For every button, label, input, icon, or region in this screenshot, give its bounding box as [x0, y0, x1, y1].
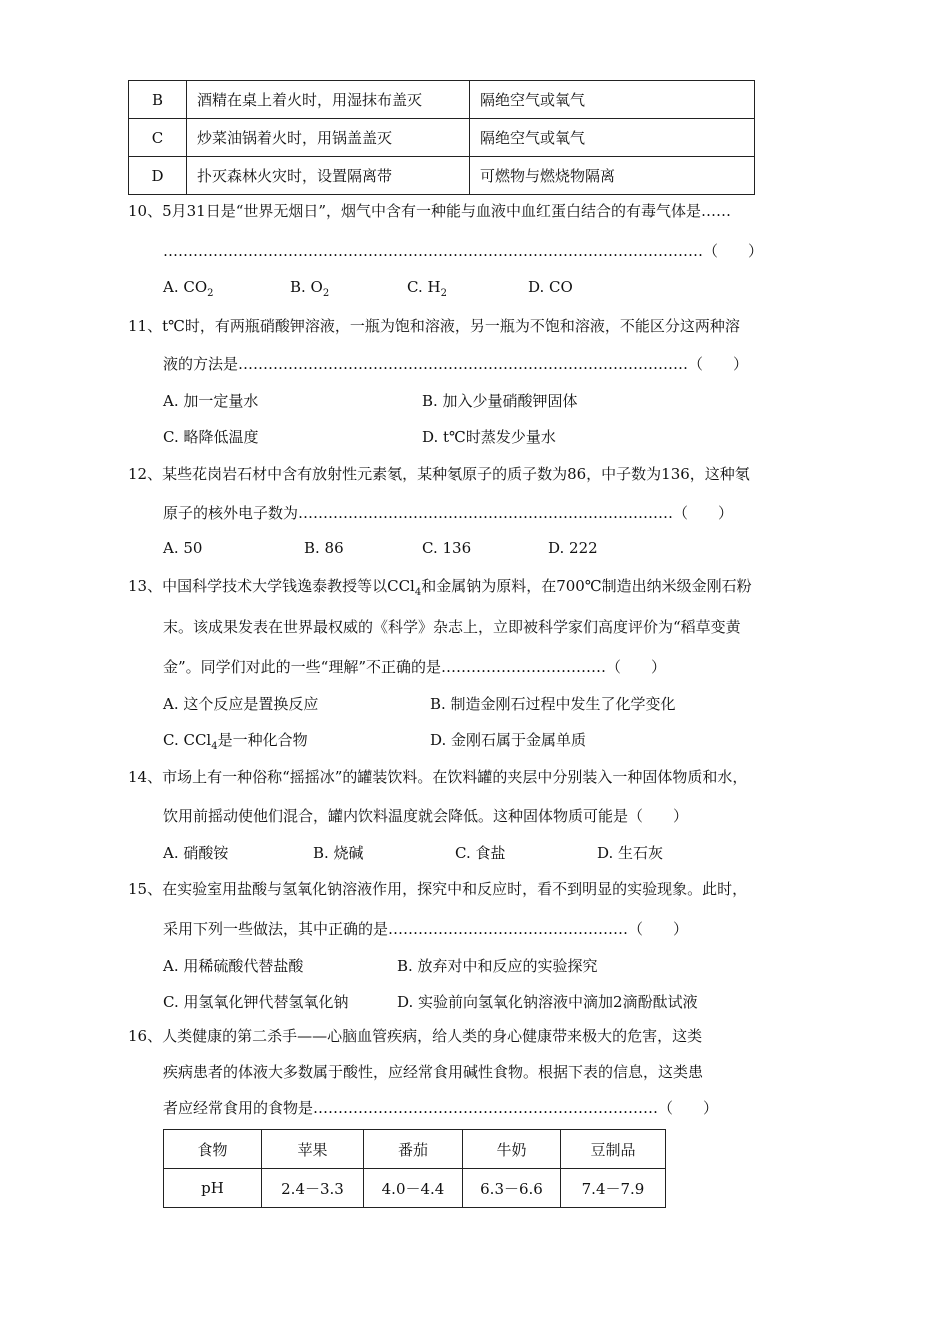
- q10-option-c: [407, 278, 447, 299]
- q10-stem-line1: 10、5月31日是“世界无烟日”，烟气中含有一种能与血液中血红蛋白结合的有毒气体是……: [128, 202, 732, 220]
- q11-stem-line1: 11、t℃时，有两瓶硝酸钾溶液，一瓶为饱和溶液，另一瓶为不饱和溶液，不能区分这两种溶: [128, 317, 740, 335]
- q16-stem-line3: 者应经常食用的食物是……………………………………………………………（ ）: [163, 1099, 719, 1117]
- q11-stem-line2: 液的方法是………………………………………………………………………………（ ）: [163, 355, 749, 373]
- row-label: D: [129, 157, 187, 195]
- q15-stem-line1: 15、在实验室用盐酸与氢氧化钠溶液作用，探究中和反应时，看不到明显的实验现象。此时，: [128, 880, 748, 898]
- table-header-row: [164, 1130, 666, 1169]
- q13-option-c: [163, 729, 308, 752]
- subscript: 4: [414, 587, 422, 598]
- fire-methods-table: [128, 80, 755, 195]
- subscript: 2: [207, 288, 214, 299]
- q11-option-a: A. 加一定量水: [163, 392, 259, 410]
- q12-stem-line2: 原子的核外电子数为…………………………………………………………………（ ）: [163, 504, 734, 522]
- row-action: 扑灭森林火灾时，设置隔离带: [187, 157, 470, 195]
- option-text: A. CO: [163, 278, 208, 296]
- q16-stem-line2: 疾病患者的体液大多数属于酸性，应经常食用碱性食物。根据下表的信息，这类患: [163, 1063, 704, 1081]
- q14-option-b: B. 烧碱: [313, 844, 364, 862]
- q10-option-b: [290, 278, 329, 299]
- table-cell: 4.0－4.4: [364, 1169, 463, 1208]
- q11-option-c: C. 略降低温度: [163, 428, 259, 446]
- table-header-cell: 番茄: [364, 1130, 463, 1169]
- subscript: 2: [440, 288, 447, 299]
- stem-text: 和金属钠为原料，在700℃制造出纳米级金刚石粉: [421, 577, 752, 595]
- table-cell: 6.3－6.6: [463, 1169, 561, 1208]
- q14-option-c: C. 食盐: [455, 844, 506, 862]
- subscript: 2: [322, 288, 330, 299]
- q14-stem-line1: 14、市场上有一种俗称“摇摇冰”的罐装饮料。在饮料罐的夹层中分别装入一种固体物质和水，: [128, 768, 748, 786]
- q13-stem-line1: [128, 575, 752, 598]
- stem-text: 13、中国科学技术大学钱逸泰教授等以CCl: [128, 577, 415, 595]
- q10-stem-line2: ………………………………………………………………………………………………（ ）: [163, 242, 764, 260]
- table-header-cell: 食物: [164, 1130, 262, 1169]
- q11-option-d: D. t℃时蒸发少量水: [422, 428, 556, 446]
- q15-option-c: C. 用氢氧化钾代替氢氧化钠: [163, 993, 349, 1011]
- q13-option-d: D. 金刚石属于金属单质: [430, 731, 587, 749]
- row-label: B: [129, 81, 187, 119]
- row-principle: 隔绝空气或氧气: [470, 119, 755, 157]
- q13-option-b: B. 制造金刚石过程中发生了化学变化: [430, 695, 676, 713]
- option-text: C. H: [407, 278, 441, 296]
- row-label: C: [129, 119, 187, 157]
- q11-option-b: B. 加入少量硝酸钾固体: [422, 392, 578, 410]
- table-row: [129, 119, 755, 157]
- table-cell: 2.4－3.3: [262, 1169, 364, 1208]
- table-cell: pH: [164, 1169, 262, 1208]
- q14-option-d: D. 生石灰: [597, 844, 664, 862]
- table-row: [129, 157, 755, 195]
- option-text: 是一种化合物: [217, 731, 308, 749]
- q10-option-d: D. CO: [528, 278, 573, 296]
- food-ph-table: [163, 1129, 666, 1208]
- q12-option-d: D. 222: [548, 539, 598, 557]
- table-row: [164, 1169, 666, 1208]
- q13-stem-line3: 金”。同学们对此的一些“理解”不正确的是……………………………（ ）: [163, 658, 667, 676]
- q12-option-b: B. 86: [304, 539, 344, 557]
- table-header-cell: 牛奶: [463, 1130, 561, 1169]
- q14-stem-line2: 饮用前摇动使他们混合，罐内饮料温度就会降低。这种固体物质可能是（ ）: [163, 807, 689, 825]
- table-header-cell: 苹果: [262, 1130, 364, 1169]
- option-text: C. CCl: [163, 731, 212, 749]
- row-action: 炒菜油锅着火时，用锅盖盖灭: [187, 119, 470, 157]
- q10-option-a: [163, 278, 214, 299]
- q15-option-b: B. 放弃对中和反应的实验探究: [397, 957, 598, 975]
- q12-option-c: C. 136: [422, 539, 472, 557]
- q12-stem-line1: 12、某些花岗岩石材中含有放射性元素氡，某种氡原子的质子数为86，中子数为136，这种氡: [128, 465, 750, 483]
- q12-option-a: A. 50: [163, 539, 203, 557]
- row-principle: 隔绝空气或氧气: [470, 81, 755, 119]
- q15-stem-line2: 采用下列一些做法，其中正确的是…………………………………………（ ）: [163, 920, 689, 938]
- table-cell: 7.4－7.9: [561, 1169, 666, 1208]
- table-header-cell: 豆制品: [561, 1130, 666, 1169]
- q14-option-a: A. 硝酸铵: [163, 844, 229, 862]
- q16-stem-line1: 16、人类健康的第二杀手——心脑血管疾病，给人类的身心健康带来极大的危害，这类: [128, 1027, 703, 1045]
- row-principle: 可燃物与燃烧物隔离: [470, 157, 755, 195]
- q13-stem-line2: 末。该成果发表在世界最权威的《科学》杂志上，立即被科学家们高度评价为“稻草变黄: [163, 618, 741, 636]
- option-text: B. O: [290, 278, 323, 296]
- table-row: [129, 81, 755, 119]
- q13-option-a: A. 这个反应是置换反应: [163, 695, 319, 713]
- subscript: 4: [211, 741, 218, 752]
- row-action: 酒精在桌上着火时，用湿抹布盖灭: [187, 81, 470, 119]
- q15-option-d: D. 实验前向氢氧化钠溶液中滴加2滴酚酞试液: [397, 993, 698, 1011]
- q15-option-a: A. 用稀硫酸代替盐酸: [163, 957, 304, 975]
